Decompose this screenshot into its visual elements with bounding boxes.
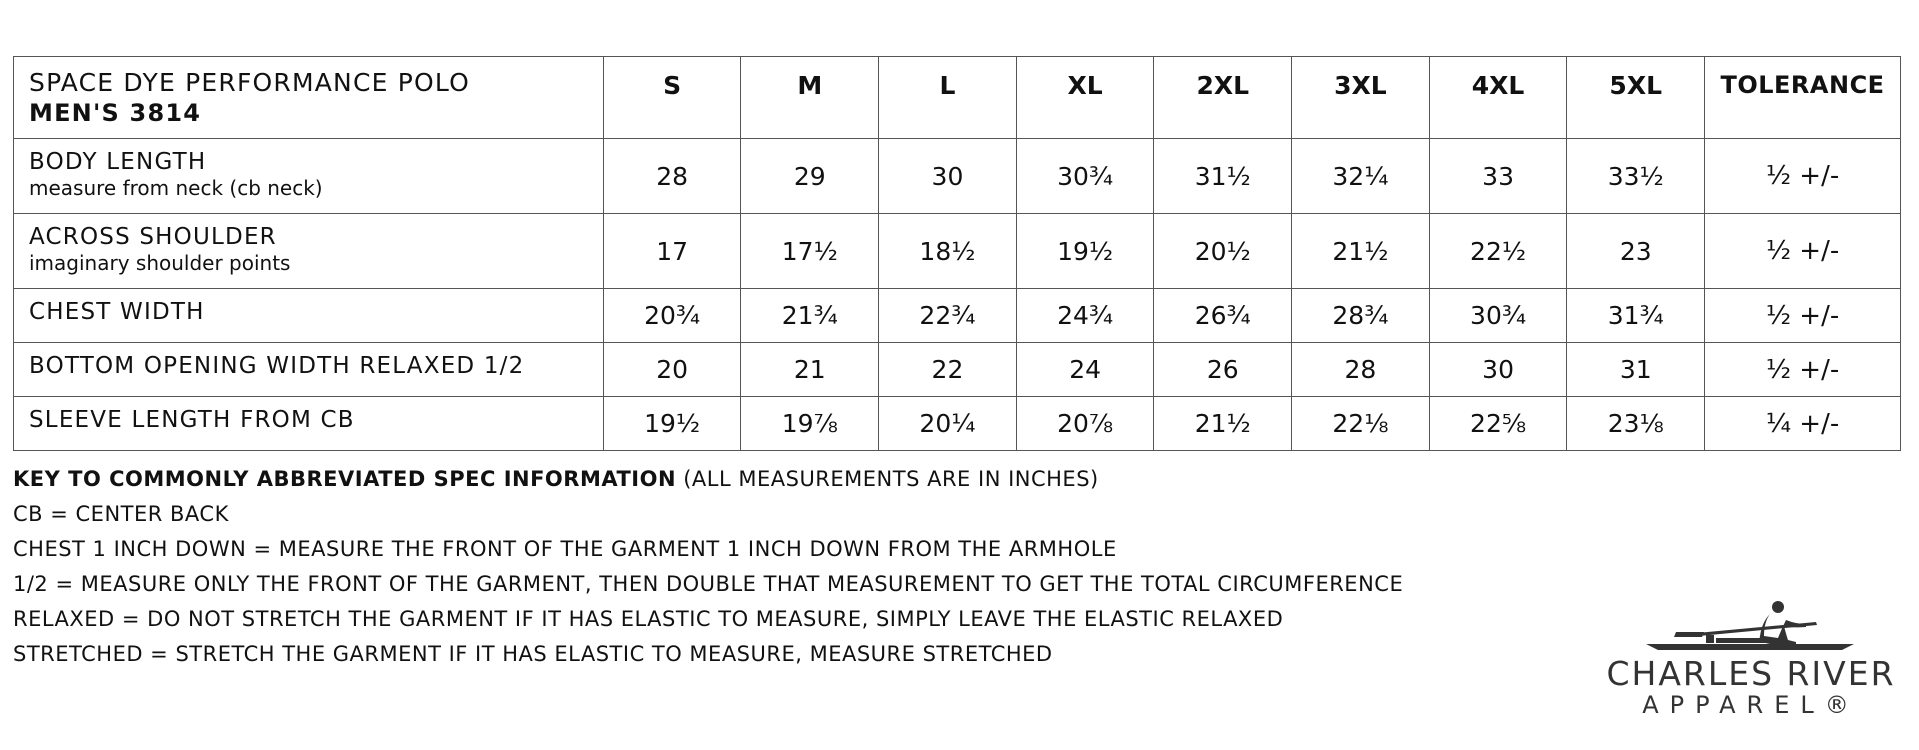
table-cell: 28¾	[1292, 289, 1430, 343]
table-cell: 22⅝	[1429, 397, 1567, 451]
measurement-note: measure from neck (cb neck)	[29, 176, 323, 200]
table-cell: 33	[1429, 139, 1567, 214]
table-cell: 20⅞	[1016, 397, 1154, 451]
key-heading-note: (ALL MEASUREMENTS ARE IN INCHES)	[676, 467, 1099, 491]
table-cell: 20¾	[603, 289, 741, 343]
table-cell: 30¾	[1429, 289, 1567, 343]
table-cell: 26¾	[1154, 289, 1292, 343]
tolerance-cell: ½ +/-	[1705, 214, 1901, 289]
table-cell: 19⅞	[741, 397, 879, 451]
spec-key	[13, 462, 1403, 672]
measurement-label	[14, 214, 604, 289]
table-cell: 31½	[1154, 139, 1292, 214]
measurement-name: ACROSS SHOULDER	[29, 224, 277, 250]
table-cell: 29	[741, 139, 879, 214]
tolerance-cell: ¼ +/-	[1705, 397, 1901, 451]
table-cell: 21	[741, 343, 879, 397]
table-cell: 23	[1567, 214, 1705, 289]
table-cell: 22	[879, 343, 1017, 397]
product-style: MEN'S 3814	[29, 98, 202, 127]
table-cell: 22¾	[879, 289, 1017, 343]
key-line: CHEST 1 INCH DOWN = MEASURE THE FRONT OF THE GARMENT 1 INCH DOWN FROM THE ARMHOLE	[13, 537, 1117, 561]
rower-boat-icon	[1646, 600, 1861, 654]
measurement-label	[14, 289, 604, 343]
table-cell: 22½	[1429, 214, 1567, 289]
measurement-name: BODY LENGTH	[29, 149, 207, 175]
tolerance-cell: ½ +/-	[1705, 289, 1901, 343]
size-spec-table	[13, 56, 1901, 451]
tolerance-cell: ½ +/-	[1705, 343, 1901, 397]
table-cell: 30¾	[1016, 139, 1154, 214]
table-cell: 17½	[741, 214, 879, 289]
table-row-bottom-opening	[14, 343, 1901, 397]
table-cell: 20¼	[879, 397, 1017, 451]
table-cell: 31¾	[1567, 289, 1705, 343]
table-row-sleeve-length	[14, 397, 1901, 451]
table-cell: 28	[603, 139, 741, 214]
logo-sub: APPAREL®	[1642, 691, 1860, 719]
table-cell: 31	[1567, 343, 1705, 397]
table-cell: 22⅛	[1292, 397, 1430, 451]
table-cell: 21½	[1154, 397, 1292, 451]
table-cell: 33½	[1567, 139, 1705, 214]
measurement-name: BOTTOM OPENING WIDTH RELAXED 1/2	[29, 353, 525, 379]
size-header-4xl: 4XL	[1429, 57, 1567, 139]
table-cell: 21½	[1292, 214, 1430, 289]
table-cell: 20½	[1154, 214, 1292, 289]
table-cell: 28	[1292, 343, 1430, 397]
size-header-2xl: 2XL	[1154, 57, 1292, 139]
table-cell: 24¾	[1016, 289, 1154, 343]
key-heading: KEY TO COMMONLY ABBREVIATED SPEC INFORMATION	[13, 467, 677, 491]
product-title-cell	[14, 57, 604, 139]
table-row-body-length	[14, 139, 1901, 214]
tolerance-header: TOLERANCE	[1705, 57, 1901, 139]
size-header-m: M	[741, 57, 879, 139]
size-header-s: S	[603, 57, 741, 139]
key-heading-line	[13, 462, 1403, 497]
table-header-row	[14, 57, 1901, 139]
logo-name: CHARLES RIVER	[1606, 654, 1896, 693]
key-line: STRETCHED = STRETCH THE GARMENT IF IT HAS ELASTIC TO MEASURE, MEASURE STRETCHED	[13, 642, 1053, 666]
measurement-name: CHEST WIDTH	[29, 299, 205, 325]
product-title: SPACE DYE PERFORMANCE POLO	[29, 67, 471, 97]
size-header-3xl: 3XL	[1292, 57, 1430, 139]
key-line: CB = CENTER BACK	[13, 502, 229, 526]
key-line: 1/2 = MEASURE ONLY THE FRONT OF THE GARMENT, THEN DOUBLE THAT MEASUREMENT TO GET THE TOTAL CIRCUMFERENCE	[13, 572, 1404, 596]
size-header-l: L	[879, 57, 1017, 139]
table-cell: 20	[603, 343, 741, 397]
table-cell: 19½	[603, 397, 741, 451]
table-row-chest-width	[14, 289, 1901, 343]
measurement-label	[14, 343, 604, 397]
measurement-note: imaginary shoulder points	[29, 251, 291, 275]
table-cell: 30	[1429, 343, 1567, 397]
table-cell: 18½	[879, 214, 1017, 289]
table-cell: 17	[603, 214, 741, 289]
measurement-label	[14, 139, 604, 214]
key-line: RELAXED = DO NOT STRETCH THE GARMENT IF IT HAS ELASTIC TO MEASURE, SIMPLY LEAVE THE ELASTIC RELAXED	[13, 607, 1284, 631]
table-row-across-shoulder	[14, 214, 1901, 289]
measurement-name: SLEEVE LENGTH FROM CB	[29, 407, 355, 433]
table-cell: 24	[1016, 343, 1154, 397]
tolerance-cell: ½ +/-	[1705, 139, 1901, 214]
size-header-5xl: 5XL	[1567, 57, 1705, 139]
table-cell: 19½	[1016, 214, 1154, 289]
table-cell: 23⅛	[1567, 397, 1705, 451]
measurement-label	[14, 397, 604, 451]
table-cell: 21¾	[741, 289, 879, 343]
table-cell: 32¼	[1292, 139, 1430, 214]
size-header-xl: XL	[1016, 57, 1154, 139]
table-cell: 30	[879, 139, 1017, 214]
charles-river-logo	[1596, 600, 1906, 720]
table-cell: 26	[1154, 343, 1292, 397]
